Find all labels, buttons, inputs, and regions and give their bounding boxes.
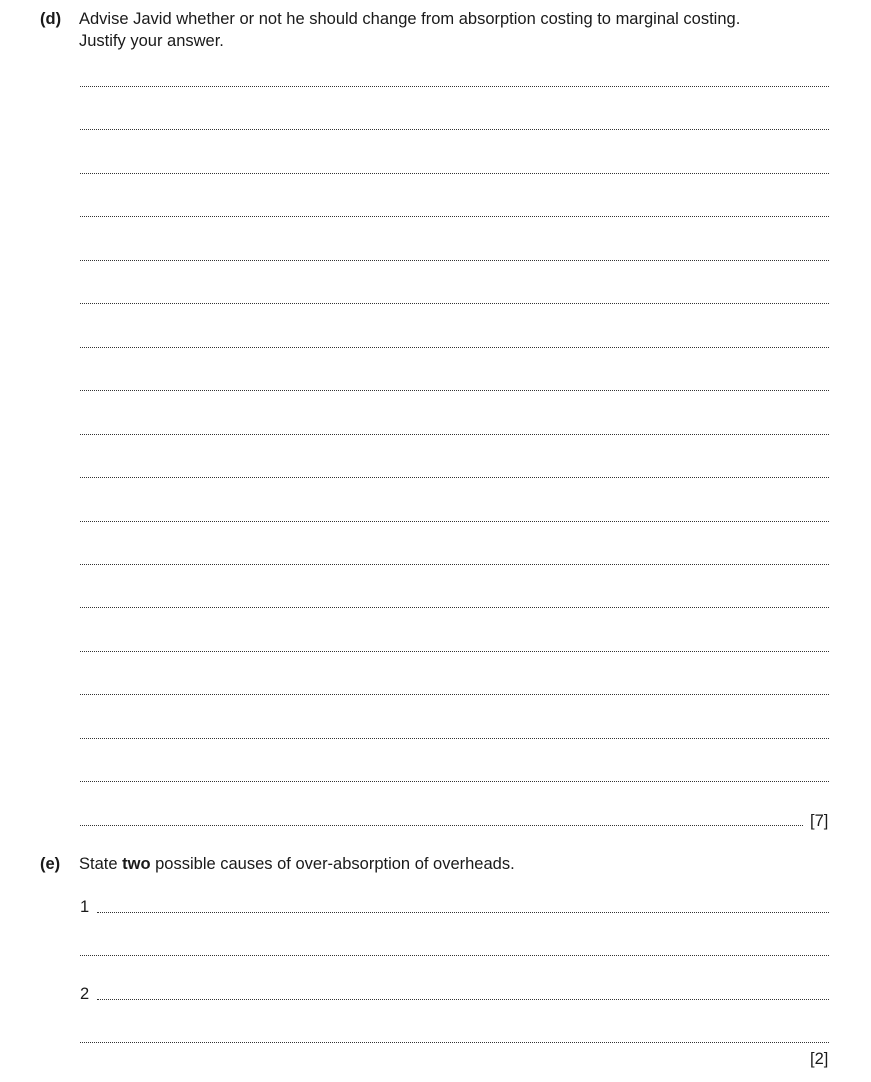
question-d-text-line2: Justify your answer. — [79, 32, 224, 50]
question-e-text-after: possible causes of over-absorption of overheads. — [150, 855, 515, 873]
answer-line-item-2[interactable] — [97, 999, 829, 1000]
answer-line[interactable] — [80, 477, 829, 478]
answer-line[interactable] — [80, 825, 803, 826]
answer-line[interactable] — [80, 694, 829, 695]
question-e-text-bold: two — [122, 855, 151, 873]
question-d-marks: [7] — [810, 812, 829, 830]
answer-line[interactable] — [80, 86, 829, 87]
question-e-text-before: State — [79, 855, 123, 873]
answer-line[interactable] — [80, 521, 829, 522]
question-e-text — [79, 853, 831, 875]
answer-line[interactable] — [80, 303, 829, 304]
answer-line[interactable] — [80, 738, 829, 739]
answer-line[interactable] — [80, 434, 829, 435]
answer-line[interactable] — [80, 129, 829, 130]
answer-line[interactable] — [80, 651, 829, 652]
answer-line[interactable] — [80, 1042, 829, 1043]
answer-line[interactable] — [80, 216, 829, 217]
answer-line[interactable] — [80, 607, 829, 608]
answer-line[interactable] — [80, 347, 829, 348]
answer-line[interactable] — [80, 564, 829, 565]
question-e-label: (e) — [40, 855, 61, 873]
answer-line[interactable] — [80, 955, 829, 956]
question-e-marks: [2] — [810, 1050, 829, 1068]
answer-line[interactable] — [80, 260, 829, 261]
answer-line[interactable] — [80, 781, 829, 782]
answer-item-1-number: 1 — [80, 898, 90, 916]
question-d-label: (d) — [40, 10, 62, 28]
answer-line[interactable] — [80, 390, 829, 391]
question-d-text — [79, 8, 831, 52]
answer-line[interactable] — [80, 173, 829, 174]
question-d-text-line1: Advise Javid whether or not he should change from absorption costing to marginal costing. — [79, 10, 741, 28]
answer-line-item-1[interactable] — [97, 912, 829, 913]
answer-item-2-number: 2 — [80, 985, 90, 1003]
